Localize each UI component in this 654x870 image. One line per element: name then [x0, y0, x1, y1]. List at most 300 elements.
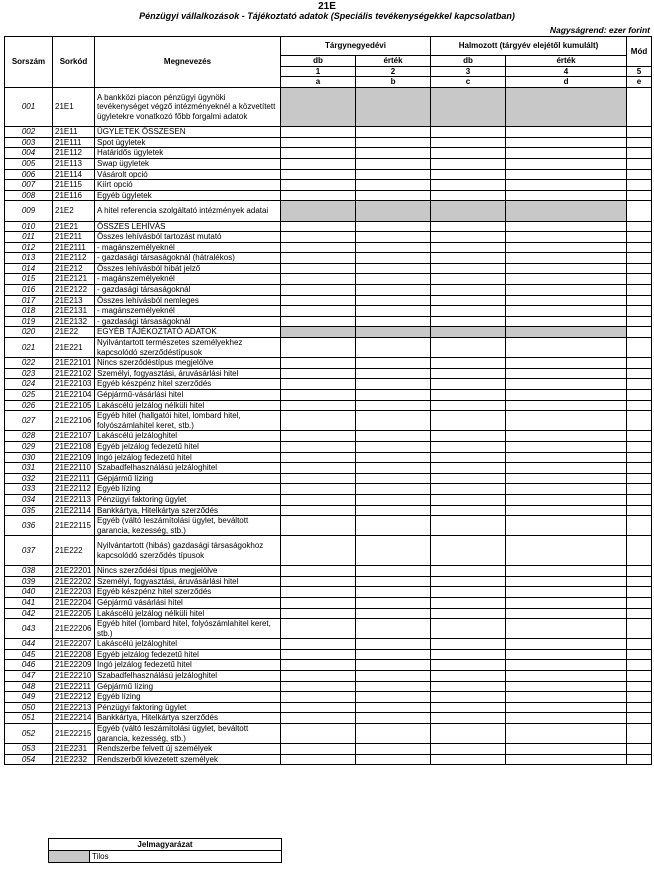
- value-cell[interactable]: [431, 295, 506, 306]
- value-cell[interactable]: [356, 754, 431, 765]
- value-cell[interactable]: [431, 484, 506, 495]
- value-cell[interactable]: [431, 452, 506, 463]
- value-cell[interactable]: [281, 338, 356, 358]
- table-row: [5, 379, 652, 390]
- mod-cell[interactable]: [627, 671, 652, 682]
- value-cell[interactable]: [431, 274, 506, 285]
- value-cell[interactable]: [281, 587, 356, 598]
- value-cell[interactable]: [431, 379, 506, 390]
- value-cell[interactable]: [281, 724, 356, 744]
- value-cell[interactable]: [506, 587, 627, 598]
- value-cell[interactable]: [431, 242, 506, 253]
- mod-cell[interactable]: [627, 263, 652, 274]
- row-code: 21E22206: [53, 619, 95, 639]
- value-cell[interactable]: [431, 431, 506, 442]
- value-cell[interactable]: [281, 368, 356, 379]
- value-cell[interactable]: [281, 702, 356, 713]
- value-cell[interactable]: [356, 242, 431, 253]
- mod-cell[interactable]: [627, 306, 652, 317]
- value-cell[interactable]: [431, 649, 506, 660]
- value-cell[interactable]: [356, 516, 431, 536]
- value-cell[interactable]: [356, 190, 431, 201]
- mod-cell[interactable]: [627, 724, 652, 744]
- value-cell[interactable]: [281, 597, 356, 608]
- table-row: [5, 358, 652, 369]
- value-cell[interactable]: [506, 660, 627, 671]
- value-cell[interactable]: [281, 358, 356, 369]
- value-cell[interactable]: [356, 597, 431, 608]
- value-cell[interactable]: [281, 263, 356, 274]
- value-cell[interactable]: [431, 148, 506, 159]
- value-cell[interactable]: [506, 158, 627, 169]
- value-cell[interactable]: [281, 744, 356, 755]
- value-cell[interactable]: [506, 566, 627, 577]
- value-cell[interactable]: [356, 158, 431, 169]
- mod-cell[interactable]: [627, 463, 652, 474]
- row-name: Egyéb készpénz hitel szerződés: [95, 379, 281, 390]
- value-cell[interactable]: [431, 368, 506, 379]
- value-cell[interactable]: [281, 649, 356, 660]
- value-cell[interactable]: [431, 754, 506, 765]
- mod-cell[interactable]: [627, 608, 652, 619]
- value-cell[interactable]: [281, 505, 356, 516]
- value-cell[interactable]: [431, 494, 506, 505]
- mod-cell[interactable]: [627, 87, 652, 126]
- value-cell[interactable]: [506, 285, 627, 296]
- value-cell[interactable]: [431, 221, 506, 232]
- value-cell[interactable]: [356, 169, 431, 180]
- value-cell[interactable]: [506, 473, 627, 484]
- mod-cell[interactable]: [627, 494, 652, 505]
- mod-cell[interactable]: [627, 253, 652, 264]
- mod-cell[interactable]: [627, 681, 652, 692]
- value-cell[interactable]: [356, 263, 431, 274]
- value-cell[interactable]: [506, 295, 627, 306]
- row-code: 21E211: [53, 232, 95, 243]
- mod-cell[interactable]: [627, 285, 652, 296]
- value-cell[interactable]: [356, 649, 431, 660]
- mod-cell[interactable]: [627, 127, 652, 138]
- value-cell[interactable]: [356, 566, 431, 577]
- value-cell[interactable]: [356, 400, 431, 411]
- value-cell[interactable]: [281, 441, 356, 452]
- table-row: [5, 295, 652, 306]
- value-cell[interactable]: [431, 190, 506, 201]
- value-cell[interactable]: [431, 441, 506, 452]
- value-cell[interactable]: [356, 587, 431, 598]
- mod-cell[interactable]: [627, 180, 652, 191]
- value-cell[interactable]: [356, 441, 431, 452]
- value-cell[interactable]: [431, 744, 506, 755]
- value-cell[interactable]: [281, 431, 356, 442]
- value-cell[interactable]: [506, 484, 627, 495]
- mod-cell[interactable]: [627, 338, 652, 358]
- value-cell[interactable]: [356, 358, 431, 369]
- mod-cell[interactable]: [627, 221, 652, 232]
- value-cell[interactable]: [281, 536, 356, 566]
- value-cell[interactable]: [356, 295, 431, 306]
- mod-cell[interactable]: [627, 754, 652, 765]
- mod-cell[interactable]: [627, 639, 652, 650]
- value-cell[interactable]: [281, 494, 356, 505]
- value-cell[interactable]: [281, 390, 356, 401]
- row-name: Pénzügyi faktoring ügylet: [95, 702, 281, 713]
- value-cell[interactable]: [506, 463, 627, 474]
- row-number: 037: [5, 536, 53, 566]
- mod-cell[interactable]: [627, 536, 652, 566]
- mod-cell[interactable]: [627, 148, 652, 159]
- mod-cell[interactable]: [627, 619, 652, 639]
- row-number: 041: [5, 597, 53, 608]
- row-name: Nyilvántartott (hibás) gazdasági társaságokhoz kapcsolódó szerződés típusok: [95, 536, 281, 566]
- value-cell[interactable]: [281, 516, 356, 536]
- mod-cell[interactable]: [627, 516, 652, 536]
- row-name: Bankkártya, Hitelkártya szerződés: [95, 505, 281, 516]
- value-cell[interactable]: [431, 608, 506, 619]
- value-cell[interactable]: [356, 494, 431, 505]
- value-cell[interactable]: [431, 587, 506, 598]
- value-cell[interactable]: [506, 692, 627, 703]
- col-letter: e: [627, 77, 652, 88]
- value-cell[interactable]: [506, 649, 627, 660]
- value-cell[interactable]: [281, 484, 356, 495]
- value-cell[interactable]: [281, 316, 356, 327]
- value-cell[interactable]: [506, 232, 627, 243]
- value-cell[interactable]: [356, 306, 431, 317]
- value-cell[interactable]: [506, 390, 627, 401]
- value-cell[interactable]: [506, 681, 627, 692]
- row-number: 029: [5, 441, 53, 452]
- value-cell[interactable]: [431, 724, 506, 744]
- value-cell[interactable]: [281, 566, 356, 577]
- value-cell[interactable]: [356, 681, 431, 692]
- value-cell[interactable]: [281, 619, 356, 639]
- value-cell[interactable]: [431, 713, 506, 724]
- value-cell[interactable]: [506, 242, 627, 253]
- row-name: Egyéb lízing: [95, 484, 281, 495]
- value-cell[interactable]: [506, 536, 627, 566]
- value-cell[interactable]: [506, 148, 627, 159]
- value-cell[interactable]: [356, 431, 431, 442]
- row-name: Lakáscélú jelzáloghitel: [95, 639, 281, 650]
- value-cell[interactable]: [506, 516, 627, 536]
- value-cell[interactable]: [506, 597, 627, 608]
- value-cell[interactable]: [356, 536, 431, 566]
- value-cell[interactable]: [506, 253, 627, 264]
- value-cell[interactable]: [506, 505, 627, 516]
- value-cell[interactable]: [506, 169, 627, 180]
- mod-cell[interactable]: [627, 473, 652, 484]
- value-cell[interactable]: [356, 452, 431, 463]
- value-cell[interactable]: [281, 713, 356, 724]
- value-cell[interactable]: [281, 400, 356, 411]
- value-cell[interactable]: [356, 137, 431, 148]
- value-cell[interactable]: [506, 713, 627, 724]
- value-cell[interactable]: [356, 639, 431, 650]
- value-cell[interactable]: [281, 452, 356, 463]
- mod-cell[interactable]: [627, 431, 652, 442]
- value-cell[interactable]: [506, 744, 627, 755]
- row-code: 21E2111: [53, 242, 95, 253]
- mod-cell[interactable]: [627, 368, 652, 379]
- value-cell[interactable]: [506, 180, 627, 191]
- value-cell[interactable]: [281, 295, 356, 306]
- row-code: 21E2131: [53, 306, 95, 317]
- value-cell[interactable]: [281, 660, 356, 671]
- value-cell[interactable]: [356, 316, 431, 327]
- mod-cell[interactable]: [627, 158, 652, 169]
- mod-cell[interactable]: [627, 400, 652, 411]
- row-number: 033: [5, 484, 53, 495]
- row-number: 051: [5, 713, 53, 724]
- value-cell[interactable]: [506, 724, 627, 744]
- value-cell[interactable]: [281, 127, 356, 138]
- value-cell[interactable]: [431, 597, 506, 608]
- mod-cell[interactable]: [627, 274, 652, 285]
- value-cell[interactable]: [281, 285, 356, 296]
- value-cell[interactable]: [431, 263, 506, 274]
- value-cell[interactable]: [506, 671, 627, 682]
- value-cell[interactable]: [281, 242, 356, 253]
- table-row: [5, 649, 652, 660]
- value-cell[interactable]: [431, 169, 506, 180]
- row-name: Személyi, fogyasztási, áruvásárlási hitel: [95, 368, 281, 379]
- value-cell[interactable]: [506, 441, 627, 452]
- value-cell[interactable]: [431, 702, 506, 713]
- row-number: 021: [5, 338, 53, 358]
- value-cell[interactable]: [431, 158, 506, 169]
- value-cell[interactable]: [356, 692, 431, 703]
- value-cell[interactable]: [281, 137, 356, 148]
- table-row: [5, 608, 652, 619]
- row-code: 21E113: [53, 158, 95, 169]
- value-cell[interactable]: [431, 316, 506, 327]
- value-cell[interactable]: [356, 463, 431, 474]
- value-cell[interactable]: [356, 411, 431, 431]
- unit-label: Nagyságrend: ezer forint: [549, 25, 650, 35]
- value-cell[interactable]: [431, 463, 506, 474]
- value-cell[interactable]: [281, 274, 356, 285]
- value-cell[interactable]: [431, 400, 506, 411]
- mod-cell[interactable]: [627, 452, 652, 463]
- value-cell[interactable]: [431, 505, 506, 516]
- value-cell[interactable]: [281, 158, 356, 169]
- mod-cell[interactable]: [627, 190, 652, 201]
- value-cell[interactable]: [506, 639, 627, 650]
- value-cell[interactable]: [431, 338, 506, 358]
- row-number: 043: [5, 619, 53, 639]
- value-cell[interactable]: [506, 431, 627, 442]
- value-cell[interactable]: [506, 400, 627, 411]
- value-cell[interactable]: [281, 148, 356, 159]
- value-cell[interactable]: [356, 232, 431, 243]
- mod-cell[interactable]: [627, 137, 652, 148]
- mod-cell[interactable]: [627, 201, 652, 221]
- value-cell[interactable]: [281, 169, 356, 180]
- value-cell[interactable]: [431, 516, 506, 536]
- value-cell[interactable]: [506, 452, 627, 463]
- value-cell[interactable]: [356, 744, 431, 755]
- value-cell[interactable]: [356, 368, 431, 379]
- mod-cell[interactable]: [627, 576, 652, 587]
- col-letter: a: [281, 77, 356, 88]
- mod-cell[interactable]: [627, 390, 652, 401]
- value-cell[interactable]: [356, 713, 431, 724]
- mod-cell[interactable]: [627, 713, 652, 724]
- value-cell[interactable]: [506, 127, 627, 138]
- value-cell[interactable]: [431, 285, 506, 296]
- value-cell[interactable]: [431, 681, 506, 692]
- value-cell[interactable]: [356, 274, 431, 285]
- value-cell[interactable]: [506, 190, 627, 201]
- mod-cell[interactable]: [627, 597, 652, 608]
- mod-cell[interactable]: [627, 169, 652, 180]
- value-cell[interactable]: [506, 263, 627, 274]
- value-cell[interactable]: [356, 221, 431, 232]
- value-cell[interactable]: [356, 671, 431, 682]
- mod-cell[interactable]: [627, 566, 652, 577]
- value-cell[interactable]: [431, 232, 506, 243]
- value-cell[interactable]: [356, 724, 431, 744]
- value-cell[interactable]: [506, 306, 627, 317]
- value-cell[interactable]: [506, 379, 627, 390]
- mod-cell[interactable]: [627, 744, 652, 755]
- value-cell[interactable]: [281, 681, 356, 692]
- value-cell[interactable]: [281, 608, 356, 619]
- value-cell[interactable]: [431, 576, 506, 587]
- mod-cell[interactable]: [627, 242, 652, 253]
- value-cell[interactable]: [281, 671, 356, 682]
- row-number: 014: [5, 263, 53, 274]
- row-code: 21E22102: [53, 368, 95, 379]
- value-cell[interactable]: [506, 368, 627, 379]
- value-cell[interactable]: [356, 619, 431, 639]
- value-cell[interactable]: [431, 536, 506, 566]
- value-cell[interactable]: [356, 127, 431, 138]
- value-cell[interactable]: [431, 306, 506, 317]
- value-cell[interactable]: [281, 190, 356, 201]
- value-cell[interactable]: [356, 576, 431, 587]
- value-cell[interactable]: [356, 660, 431, 671]
- value-cell[interactable]: [506, 316, 627, 327]
- row-name: - gazdasági társaságoknál: [95, 316, 281, 327]
- mod-cell[interactable]: [627, 660, 652, 671]
- value-cell[interactable]: [281, 306, 356, 317]
- mod-cell[interactable]: [627, 441, 652, 452]
- row-code: 21E112: [53, 148, 95, 159]
- value-cell[interactable]: [281, 639, 356, 650]
- value-cell[interactable]: [281, 576, 356, 587]
- value-cell[interactable]: [356, 379, 431, 390]
- row-code: 21E22107: [53, 431, 95, 442]
- col-number: 2: [356, 66, 431, 77]
- row-number: 046: [5, 660, 53, 671]
- value-cell[interactable]: [356, 702, 431, 713]
- value-cell[interactable]: [431, 639, 506, 650]
- value-cell[interactable]: [281, 692, 356, 703]
- value-cell[interactable]: [506, 221, 627, 232]
- value-cell[interactable]: [506, 754, 627, 765]
- mod-cell[interactable]: [627, 692, 652, 703]
- value-cell[interactable]: [431, 692, 506, 703]
- value-cell[interactable]: [281, 463, 356, 474]
- value-cell[interactable]: [356, 180, 431, 191]
- mod-cell[interactable]: [627, 484, 652, 495]
- mod-cell[interactable]: [627, 702, 652, 713]
- mod-cell[interactable]: [627, 295, 652, 306]
- value-cell[interactable]: [356, 390, 431, 401]
- value-cell[interactable]: [281, 379, 356, 390]
- value-cell[interactable]: [431, 566, 506, 577]
- value-cell[interactable]: [281, 411, 356, 431]
- value-cell[interactable]: [506, 702, 627, 713]
- mod-cell[interactable]: [627, 587, 652, 598]
- table-row: [5, 473, 652, 484]
- value-cell[interactable]: [281, 473, 356, 484]
- value-cell[interactable]: [281, 253, 356, 264]
- row-code: 21E22209: [53, 660, 95, 671]
- value-cell[interactable]: [431, 411, 506, 431]
- value-cell[interactable]: [356, 484, 431, 495]
- mod-cell[interactable]: [627, 327, 652, 338]
- value-cell[interactable]: [431, 358, 506, 369]
- mod-cell[interactable]: [627, 358, 652, 369]
- row-name: Egyéb hitel (lombard hitel, folyószámlahitel keret, stb.): [95, 619, 281, 639]
- value-cell[interactable]: [431, 660, 506, 671]
- value-cell[interactable]: [356, 253, 431, 264]
- value-cell[interactable]: [356, 473, 431, 484]
- value-cell[interactable]: [431, 127, 506, 138]
- value-cell[interactable]: [506, 619, 627, 639]
- value-cell[interactable]: [281, 221, 356, 232]
- mod-cell[interactable]: [627, 232, 652, 243]
- value-cell[interactable]: [506, 411, 627, 431]
- mod-cell[interactable]: [627, 505, 652, 516]
- value-cell[interactable]: [431, 390, 506, 401]
- table-row: [5, 744, 652, 755]
- value-cell[interactable]: [506, 576, 627, 587]
- value-cell[interactable]: [281, 232, 356, 243]
- value-cell[interactable]: [506, 608, 627, 619]
- mod-cell[interactable]: [627, 411, 652, 431]
- value-cell[interactable]: [431, 137, 506, 148]
- value-cell[interactable]: [506, 137, 627, 148]
- value-cell[interactable]: [356, 505, 431, 516]
- value-cell[interactable]: [506, 338, 627, 358]
- value-cell[interactable]: [281, 180, 356, 191]
- value-cell[interactable]: [431, 619, 506, 639]
- col-header-targynegyedevi: Tárgynegyedévi: [281, 37, 431, 56]
- value-cell[interactable]: [431, 473, 506, 484]
- value-cell[interactable]: [281, 754, 356, 765]
- value-cell[interactable]: [506, 358, 627, 369]
- row-number: 006: [5, 169, 53, 180]
- value-cell[interactable]: [431, 671, 506, 682]
- mod-cell[interactable]: [627, 379, 652, 390]
- value-cell[interactable]: [506, 274, 627, 285]
- table-row: [5, 754, 652, 765]
- value-cell[interactable]: [431, 253, 506, 264]
- value-cell[interactable]: [356, 285, 431, 296]
- value-cell[interactable]: [506, 494, 627, 505]
- mod-cell[interactable]: [627, 649, 652, 660]
- table-row: [5, 587, 652, 598]
- value-cell[interactable]: [356, 608, 431, 619]
- value-cell[interactable]: [356, 148, 431, 159]
- value-cell[interactable]: [431, 180, 506, 191]
- mod-cell[interactable]: [627, 316, 652, 327]
- value-cell[interactable]: [356, 338, 431, 358]
